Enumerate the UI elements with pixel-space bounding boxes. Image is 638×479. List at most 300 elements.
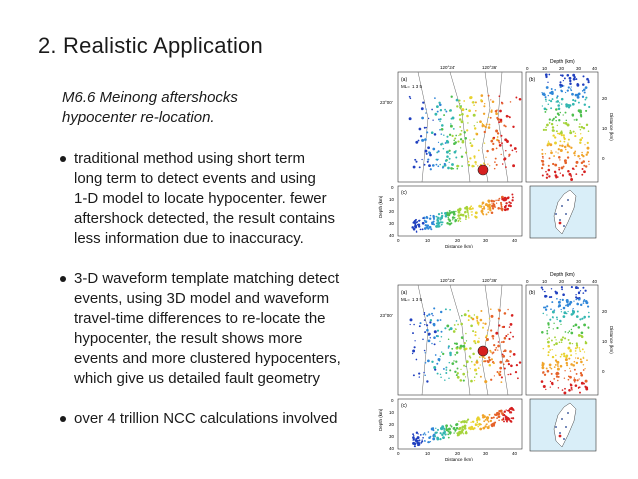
event-dot: [459, 133, 461, 135]
event-dot: [548, 351, 550, 353]
event-dot: [453, 142, 456, 145]
event-dot: [468, 164, 470, 166]
event-dot: [506, 140, 509, 143]
event-dot: [556, 298, 558, 300]
event-dot: [563, 80, 564, 81]
event-dot: [461, 113, 464, 116]
event-dot: [460, 345, 463, 348]
event-dot: [456, 346, 458, 348]
event-dot: [548, 337, 550, 339]
event-dot: [566, 362, 568, 364]
event-dot: [422, 439, 423, 440]
depth-tick: 0: [526, 279, 529, 284]
event-dot: [572, 99, 574, 101]
event-dot: [499, 361, 502, 364]
event-dot: [575, 353, 576, 354]
event-dot: [549, 296, 551, 298]
event-dot: [482, 327, 484, 329]
event-dot: [434, 343, 436, 345]
event-dot: [415, 141, 418, 144]
event-dot: [571, 286, 573, 288]
event-dot: [544, 291, 545, 292]
event-dot: [577, 96, 580, 99]
event-dot: [517, 377, 519, 379]
event-dot: [474, 125, 476, 127]
event-dot: [573, 131, 575, 133]
event-dot: [456, 105, 458, 107]
bullet-line: which give us detailed fault geometry: [74, 370, 320, 387]
event-dot: [558, 301, 561, 304]
event-dot: [504, 208, 507, 211]
event-dot: [452, 219, 453, 220]
event-dot: [585, 341, 587, 343]
event-dot: [559, 140, 561, 142]
event-dot: [474, 376, 476, 378]
event-dot: [430, 337, 431, 338]
event-dot: [488, 359, 491, 362]
event-dot: [570, 88, 571, 89]
event-dot: [465, 432, 468, 435]
event-dot: [477, 426, 478, 427]
event-dot: [555, 372, 558, 375]
event-dot: [574, 135, 576, 137]
event-dot: [501, 198, 504, 201]
event-dot: [560, 324, 561, 325]
event-dot: [580, 361, 583, 364]
event-dot: [551, 301, 553, 303]
event-dot: [417, 224, 419, 226]
event-dot: [560, 173, 561, 174]
event-dot: [548, 165, 550, 167]
event-dot: [492, 338, 494, 340]
event-dot: [557, 366, 559, 368]
event-dot: [424, 374, 426, 376]
event-dot: [583, 316, 586, 319]
event-dot: [570, 176, 572, 178]
event-dot: [575, 78, 577, 80]
event-dot: [579, 386, 581, 388]
event-dot: [555, 176, 557, 178]
event-dot: [575, 165, 577, 167]
event-dot: [499, 144, 502, 147]
event-dot: [414, 446, 416, 448]
event-dot: [572, 310, 575, 313]
event-dot: [428, 118, 429, 119]
event-dot: [570, 147, 572, 149]
event-dot: [467, 122, 468, 123]
event-dot: [568, 358, 570, 360]
event-dot: [422, 222, 425, 225]
event-dot: [567, 332, 568, 333]
event-dot: [448, 219, 451, 222]
event-dot: [467, 210, 469, 212]
event-dot: [584, 103, 586, 105]
depth-title: Depth (km): [550, 59, 575, 65]
event-dot: [577, 83, 579, 85]
event-dot: [582, 75, 584, 77]
event-dot: [558, 387, 559, 388]
event-dot: [424, 432, 426, 434]
event-dot: [444, 163, 446, 165]
event-dot: [559, 341, 561, 343]
event-dot: [463, 100, 465, 102]
event-dot: [555, 342, 558, 345]
event-dot: [554, 336, 556, 338]
side-dist-tick: 0: [602, 369, 605, 374]
event-dot: [448, 437, 450, 439]
event-dot: [547, 82, 548, 83]
side-dist-tick: 0: [602, 156, 605, 161]
event-dot: [437, 217, 439, 219]
event-dot: [492, 100, 495, 103]
event-dot: [559, 102, 560, 103]
event-dot: [586, 124, 588, 126]
event-dot: [461, 130, 463, 132]
event-dot: [548, 103, 550, 105]
bullet-line: aftershock detected, the result contains: [74, 210, 335, 227]
event-dot: [556, 97, 558, 99]
event-dot: [566, 364, 568, 366]
side-dist-label: Distance (km): [609, 326, 614, 354]
event-dot: [426, 315, 428, 317]
event-dot: [449, 309, 451, 311]
event-dot: [509, 350, 512, 353]
dist-label: Distance (km): [445, 244, 473, 248]
bullet-line: over 4 trillion NCC calculations involved: [74, 410, 338, 427]
legend-vals: 1 3 5: [412, 84, 423, 89]
event-dot: [416, 359, 418, 361]
event-dot: [435, 216, 437, 218]
event-dot: [415, 161, 417, 163]
event-dot: [508, 409, 510, 411]
event-dot: [448, 377, 450, 379]
event-dot: [502, 355, 505, 358]
event-dot: [512, 126, 514, 128]
event-dot: [438, 226, 440, 228]
event-dot: [492, 143, 494, 145]
event-dot: [502, 163, 504, 165]
event-dot: [476, 318, 478, 320]
event-dot: [446, 222, 449, 225]
event-dot: [477, 122, 478, 123]
event-dot: [423, 313, 425, 315]
event-dot: [451, 211, 453, 213]
event-dot: [542, 174, 544, 176]
event-dot: [516, 364, 518, 366]
event-dot: [550, 151, 553, 154]
xsec-depth-tick: 30: [389, 221, 395, 226]
event-dot: [588, 130, 590, 132]
event-dot: [510, 144, 512, 146]
event-dot: [437, 373, 439, 375]
event-dot: [494, 161, 496, 163]
event-dot: [449, 162, 450, 163]
event-dot: [475, 164, 476, 165]
lat-tick: 23°00': [380, 100, 393, 105]
event-dot: [431, 361, 433, 363]
event-dot: [555, 116, 557, 118]
event-dot: [472, 101, 474, 103]
event-dot: [459, 126, 461, 128]
event-dot: [575, 119, 577, 121]
event-dot: [579, 109, 582, 112]
event-dot: [561, 74, 563, 76]
event-dot: [557, 364, 559, 366]
event-dot: [512, 196, 514, 198]
dist-tick: 40: [512, 238, 518, 243]
event-dot: [554, 142, 557, 145]
event-dot: [433, 223, 435, 225]
event-dot: [451, 426, 453, 428]
event-dot: [482, 124, 485, 127]
event-dot: [499, 367, 502, 370]
event-dot: [456, 99, 459, 102]
event-dot: [487, 163, 488, 164]
event-dot: [494, 349, 496, 351]
event-dot: [548, 141, 549, 142]
event-dot: [464, 211, 467, 214]
event-dot: [544, 108, 545, 109]
event-dot: [424, 312, 425, 313]
event-dot: [490, 379, 492, 381]
xsec-depth-tick: 0: [391, 398, 394, 403]
event-dot: [583, 127, 586, 130]
event-dot: [545, 171, 547, 173]
bullet-line: long term to detect events and using: [74, 170, 316, 187]
event-dot: [439, 438, 441, 440]
event-dot: [477, 165, 478, 166]
event-dot: [504, 367, 506, 369]
event-dot: [476, 361, 479, 364]
event-dot: [458, 211, 461, 214]
event-dot: [561, 91, 562, 92]
event-dot: [499, 371, 501, 373]
event-dot: [515, 371, 517, 373]
event-dot: [575, 133, 576, 134]
event-dot: [579, 142, 581, 144]
bullet-dot: [60, 276, 66, 282]
event-dot: [493, 362, 495, 364]
event-dot: [555, 364, 557, 366]
event-dot: [420, 135, 422, 137]
event-dot: [497, 414, 498, 415]
event-dot: [587, 151, 589, 153]
event-dot: [490, 140, 493, 143]
event-dot: [442, 436, 445, 439]
event-dot: [470, 357, 472, 359]
event-dot: [439, 129, 441, 131]
event-dot: [471, 361, 473, 363]
event-dot: [506, 359, 508, 361]
event-dot: [426, 324, 428, 326]
event-dot: [433, 216, 435, 218]
event-dot: [480, 310, 482, 312]
event-dot: [465, 333, 467, 335]
event-dot: [588, 161, 590, 163]
event-dot: [426, 226, 428, 228]
event-dot: [443, 134, 444, 135]
event-dot: [554, 130, 555, 131]
event-dot: [498, 121, 500, 123]
event-dot: [483, 105, 485, 107]
event-dot: [441, 351, 442, 352]
event-dot: [488, 425, 489, 426]
event-dot: [545, 96, 547, 98]
event-dot: [439, 164, 441, 166]
event-dot: [431, 131, 434, 134]
event-dot: [583, 369, 585, 371]
event-dot: [492, 148, 495, 151]
event-dot: [565, 149, 566, 150]
event-dot: [546, 173, 548, 175]
event-dot: [507, 197, 510, 200]
event-dot: [558, 169, 560, 171]
event-dot: [414, 442, 417, 445]
event-dot: [413, 435, 414, 436]
event-dot: [501, 154, 502, 155]
bullet-line: events and more clustered hypocenters,: [74, 350, 341, 367]
mainshock-beachball: [478, 346, 488, 356]
xsec-depth-label: Depth (km): [378, 195, 383, 218]
event-dot: [588, 80, 590, 82]
event-dot: [490, 200, 493, 203]
event-dot: [459, 118, 462, 121]
event-dot: [514, 147, 517, 150]
event-dot: [484, 357, 486, 359]
event-dot: [576, 342, 578, 344]
event-dot: [424, 324, 425, 325]
event-dot: [577, 155, 580, 158]
event-dot: [546, 330, 548, 332]
event-dot: [547, 339, 548, 340]
bullet-dot: [60, 156, 66, 162]
event-dot: [448, 428, 451, 431]
event-dot: [507, 309, 509, 311]
event-dot: [498, 142, 500, 144]
event-dot: [420, 434, 422, 436]
event-dot: [563, 353, 565, 355]
event-dot: [453, 360, 454, 361]
event-dot: [550, 381, 551, 382]
event-dot: [492, 207, 494, 209]
event-dot: [561, 286, 563, 288]
event-dot: [431, 109, 433, 111]
event-dot: [427, 360, 430, 363]
event-dot: [576, 373, 578, 375]
event-dot: [564, 370, 565, 371]
event-dot: [588, 106, 590, 108]
event-dot: [499, 373, 502, 376]
event-dot: [572, 343, 573, 344]
event-dot: [474, 369, 477, 372]
event-dot: [570, 178, 573, 181]
event-dot: [424, 331, 426, 333]
event-dot: [425, 112, 426, 113]
event-dot: [581, 374, 584, 377]
event-dot: [511, 314, 514, 317]
event-dot: [489, 350, 491, 352]
event-dot: [484, 323, 486, 325]
event-dot: [450, 123, 451, 124]
event-dot: [552, 98, 554, 100]
event-dot: [466, 129, 468, 131]
event-dot: [505, 205, 507, 207]
event-dot: [490, 111, 492, 113]
event-dot: [563, 141, 565, 143]
dist-tick: 0: [397, 451, 400, 456]
bullet-line: events, using 3D model and waveform: [74, 290, 330, 307]
event-dot: [457, 324, 459, 326]
event-dot: [507, 334, 509, 336]
event-dot: [413, 166, 416, 169]
event-dot: [552, 311, 555, 314]
event-dot: [583, 165, 585, 167]
event-dot: [580, 114, 582, 116]
event-dot: [432, 164, 435, 167]
event-dot: [480, 99, 482, 101]
event-dot: [556, 327, 558, 329]
event-dot: [555, 108, 558, 111]
event-dot: [437, 319, 439, 321]
event-dot: [441, 212, 443, 214]
event-dot: [587, 306, 589, 308]
event-dot: [542, 157, 544, 159]
event-dot: [474, 127, 476, 129]
event-dot: [510, 373, 512, 375]
event-dot: [579, 378, 580, 379]
event-dot: [445, 215, 448, 218]
event-dot: [580, 290, 581, 291]
event-dot: [424, 441, 425, 442]
event-dot: [443, 430, 445, 432]
event-dot: [433, 336, 436, 339]
event-dot: [503, 363, 505, 365]
event-dot: [495, 200, 496, 201]
event-dot: [462, 214, 465, 217]
event-dot: [491, 211, 494, 214]
event-dot: [442, 353, 444, 355]
event-dot: [449, 210, 451, 212]
event-dot: [512, 417, 514, 419]
event-dot: [583, 88, 586, 91]
bullet-item: [60, 409, 400, 429]
event-dot: [456, 351, 459, 354]
event-dot: [500, 135, 502, 137]
event-dot: [461, 165, 463, 167]
event-dot: [488, 126, 491, 129]
event-dot: [579, 392, 581, 394]
event-dot: [574, 377, 575, 378]
event-dot: [567, 142, 569, 144]
bullet-line: 3-D waveform template matching detect: [74, 270, 340, 287]
event-dot: [430, 215, 431, 216]
event-dot: [473, 104, 475, 106]
event-dot: [558, 167, 560, 169]
event-dot: [579, 318, 581, 320]
event-dot: [444, 212, 447, 215]
event-dot: [454, 221, 456, 223]
event-dot: [572, 364, 575, 367]
event-dot: [574, 152, 576, 154]
event-dot: [441, 215, 443, 217]
event-dot: [584, 351, 585, 352]
xsec-depth-tick: 40: [389, 446, 395, 451]
event-dot: [554, 136, 556, 138]
event-dot: [455, 157, 457, 159]
legend-mag: ML=: [401, 297, 410, 302]
event-dot: [541, 167, 543, 169]
event-dot: [552, 126, 554, 128]
